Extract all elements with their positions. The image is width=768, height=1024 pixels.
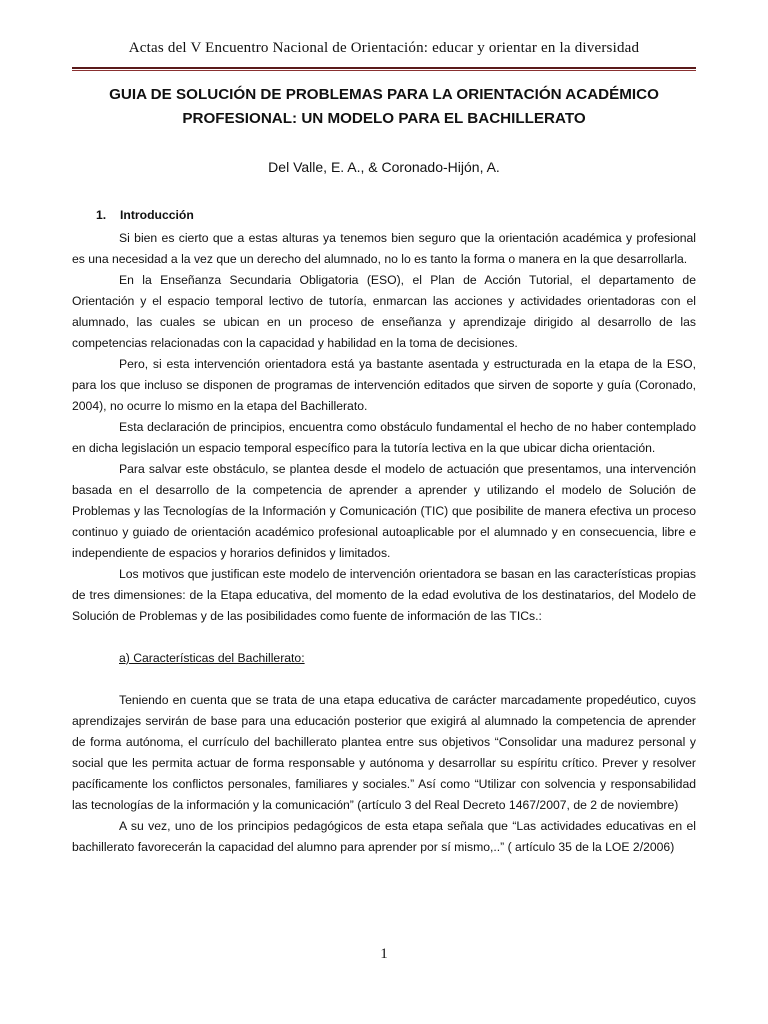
paragraph: Si bien es cierto que a estas alturas ya tenemos bien seguro que la orientación académica y profesional es una necesidad a la vez que un derecho del alumnado, no lo es tanto la forma o manera en la que desarrollarla. [72,231,696,266]
paragraph: Los motivos que justifican este modelo de intervención orientadora se basan en las características propias de tres dimensiones: de la Etapa educativa, del momento de la edad evolutiva de los destinatarios, del Modelo de Solución de Problemas y de las posibilidades como fuente de información de las TICs.: [72,567,696,623]
subsection-heading: a) Características del Bachillerato: [119,651,305,665]
running-header: Actas del V Encuentro Nacional de Orientación: educar y orientar en la diversidad [128,40,640,56]
paper-title [72,83,696,131]
authors: Del Valle, E. A., & Coronado-Hijón, A. [268,159,500,175]
header-rule-thin [72,70,696,71]
paragraph: Esta declaración de principios, encuentra como obstáculo fundamental el hecho de no haber contemplado en dicha legislación un espacio temporal específico para la tutoría lectiva en la que ubicar dicha orientación. [72,420,696,455]
header-rule [72,67,696,69]
section-title: Introducción [120,208,194,222]
title-line-1: GUIA DE SOLUCIÓN DE PROBLEMAS PARA LA ORIENTACIÓN ACADÉMICO [109,86,659,103]
page-number: 1 [380,946,388,962]
paragraph: En la Enseñanza Secundaria Obligatoria (ESO), el Plan de Acción Tutorial, el departamento de Orientación y el espacio temporal lectivo de tutoría, enmarcan las acciones y actividades orientadoras con el alumnado, las cuales se ubican en un proceso de enseñanza y aprendizaje dirigido al desarrollo de las competencias relacionadas con la capacidad y habilidad en la toma de decisiones. [72,273,696,350]
paragraph: Teniendo en cuenta que se trata de una etapa educativa de carácter marcadamente propedéutico, cuyos aprendizajes servirán de base para una educación posterior que exigirá al alumnado la competencia de aprender de forma autónoma, el currículo del bachillerato plantea entre sus objetivos “Consolidar una madurez personal y social que les permita actuar de forma responsable y autónoma y desarrollar su espíritu crítico. Prever y resolver pacíficamente los conflictos personales, familiares y sociales.” Así como “Utilizar con solvencia y responsabilidad las tecnologías de la información y la comunicación” (artículo 3 del Real Decreto 1467/2007, de 2 de noviembre) [72,693,696,812]
section-heading [96,208,194,222]
body-text [72,228,696,858]
paragraph: Para salvar este obstáculo, se plantea desde el modelo de actuación que presentamos, una intervención basada en el desarrollo de la competencia de aprender a aprender y utilizando el modelo de Solución de Problemas y las Tecnologías de la Información y Comunicación (TIC) que posibilite de manera efectiva un proceso continuo y guiado de orientación académico profesional autoaplicable por el alumnado y en consecuencia, libre e independiente de espacios y horarios definidos y limitados. [72,462,696,560]
paragraph: A su vez, uno de los principios pedagógicos de esta etapa señala que “Las actividades educativas en el bachillerato favorecerán la capacidad del alumno para aprender por sí mismo,..” ( artículo 35 de la LOE 2/2006) [72,819,696,854]
paragraph: Pero, si esta intervención orientadora está ya bastante asentada y estructurada en la etapa de la ESO, para los que incluso se disponen de programas de intervención editados que sirven de soporte y guía (Coronado, 2004), no ocurre lo mismo en la etapa del Bachillerato. [72,357,696,413]
title-line-2: PROFESIONAL: UN MODELO PARA EL BACHILLERATO [182,110,586,127]
section-number: 1. [96,208,107,222]
